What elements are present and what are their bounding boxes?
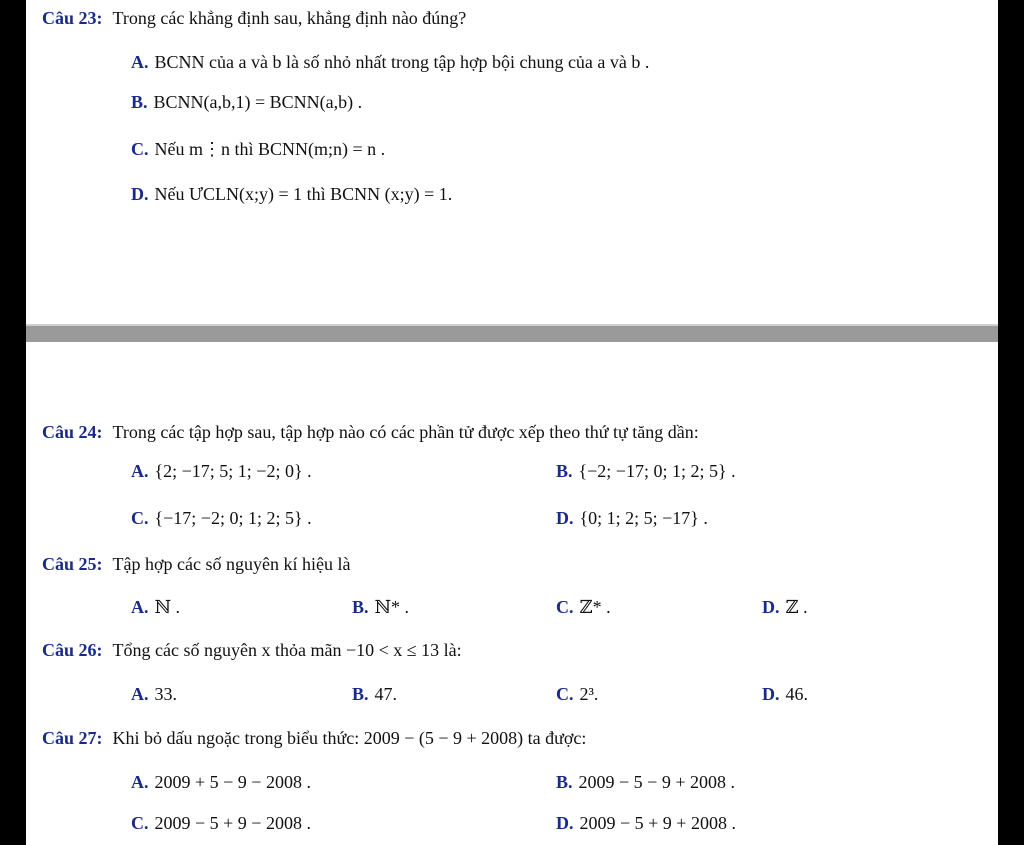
q25-option-c [556,597,611,618]
question-24 [42,422,699,443]
question-number: Câu 23: [42,8,103,28]
q24-option-d [556,508,708,529]
option-text: ℤ* . [579,597,611,617]
question-text: Trong các tập hợp sau, tập hợp nào có các phần tử được xếp theo thứ tự tăng dần: [112,422,699,442]
option-label: B. [352,597,369,617]
question-25 [42,554,350,575]
option-text: 2009 − 5 − 9 + 2008 . [578,772,735,792]
q24-option-c [131,508,312,529]
q27-option-b [556,772,735,793]
option-label: D. [131,184,149,204]
option-text: 2³. [579,684,599,704]
option-label: D. [556,508,574,528]
option-text: Nếu ƯCLN(x;y) = 1 thì BCNN (x;y) = 1. [154,184,453,204]
option-text: 2009 + 5 − 9 − 2008 . [154,772,311,792]
option-label: D. [762,684,780,704]
q26-option-a [131,684,177,705]
question-number: Câu 24: [42,422,103,442]
option-label: D. [762,597,780,617]
q25-option-b [352,597,409,618]
option-text: 2009 − 5 + 9 + 2008 . [579,813,736,833]
option-text: 47. [374,684,398,704]
option-label: A. [131,461,149,481]
q26-option-c [556,684,598,705]
option-text: {−17; −2; 0; 1; 2; 5} . [154,508,312,528]
option-label: A. [131,772,149,792]
option-label: A. [131,597,149,617]
q27-option-d [556,813,736,834]
q24-option-a [131,461,312,482]
question-number: Câu 27: [42,728,103,748]
q26-option-d [762,684,808,705]
option-text: 2009 − 5 + 9 − 2008 . [154,813,311,833]
option-text: Nếu m⋮n thì BCNN(m;n) = n . [154,139,386,159]
question-text: Khi bỏ dấu ngoặc trong biểu thức: 2009 − (5 − 9 + 2008) ta được: [112,728,587,748]
option-label: B. [352,684,369,704]
option-label: A. [131,684,149,704]
option-text: 46. [785,684,808,704]
option-label: D. [556,813,574,833]
option-label: C. [556,597,574,617]
option-text: ℕ . [154,597,180,617]
option-label: C. [131,813,149,833]
question-text: Tập hợp các số nguyên kí hiệu là [112,554,351,574]
option-text: BCNN của a và b là số nhỏ nhất trong tập hợp bội chung của a và b . [154,52,650,72]
page-separator [26,324,998,342]
q27-option-c [131,813,311,834]
question-text: Tổng các số nguyên x thỏa mãn −10 < x ≤ 13 là: [112,640,462,660]
q26-option-b [352,684,397,705]
option-label: C. [556,684,574,704]
q27-option-a [131,772,311,793]
q23-option-d [131,184,452,205]
question-27 [42,728,586,749]
option-label: C. [131,508,149,528]
document-page-upper [26,0,998,324]
q24-option-b [556,461,736,482]
option-text: {0; 1; 2; 5; −17} . [579,508,708,528]
option-text: {2; −17; 5; 1; −2; 0} . [154,461,312,481]
option-label: B. [556,461,573,481]
q25-option-a [131,597,180,618]
question-number: Câu 25: [42,554,103,574]
question-text: Trong các khẳng định sau, khẳng định nào đúng? [112,8,467,28]
option-text: 33. [154,684,177,704]
question-number: Câu 26: [42,640,103,660]
q23-option-a [131,52,649,73]
option-label: C. [131,139,149,159]
option-text: ℤ . [785,597,808,617]
option-label: B. [556,772,573,792]
document-page-lower [26,342,998,845]
q23-option-b [131,92,362,113]
q23-option-c [131,139,385,160]
q25-option-d [762,597,808,618]
option-text: BCNN(a,b,1) = BCNN(a,b) . [153,92,363,112]
option-text: {−2; −17; 0; 1; 2; 5} . [578,461,736,481]
option-label: B. [131,92,148,112]
question-26 [42,640,462,661]
option-label: A. [131,52,149,72]
question-23 [42,8,466,29]
option-text: ℕ* . [374,597,409,617]
